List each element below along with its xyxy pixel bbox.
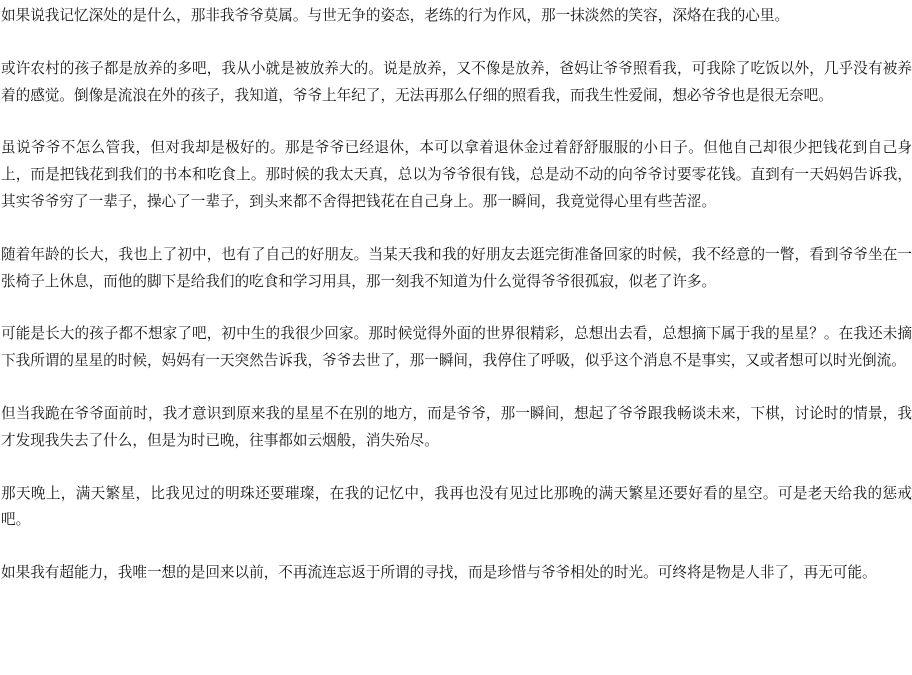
paragraph-6: 但当我跪在爷爷面前时，我才意识到原来我的星星不在别的地方，而是爷爷，那一瞬间，想起了爷爷跟我畅谈未来，下棋，讨论时的情景，我才发现我失去了什么，但是为时已晚，往事都如云烟般，消失殆尽。	[1, 404, 912, 449]
paragraph-8: 如果我有超能力，我唯一想的是回来以前，不再流连忘返于所谓的寻找，而是珍惜与爷爷相处的时光。可终将是物是人非了，再无可能。	[1, 564, 877, 582]
paragraph-5: 可能是长大的孩子都不想家了吧，初中生的我很少回家。那时候觉得外面的世界很精彩，总想出去看，总想摘下属于我的星星？。在我还未摘下我所谓的星星的时候，妈妈有一天突然告诉我，爷爷去世了，那一瞬间，我停住了呼吸，似乎这个消息不是事实，又或者想可以时光倒流。	[1, 325, 912, 370]
paragraph-7: 那天晚上，满天繁星，比我见过的明珠还要璀璨，在我的记忆中，我再也没有见过比那晚的满天繁星还要好看的星空。可是老天给我的惩戒吧。	[1, 484, 912, 529]
paragraph-4: 随着年龄的长大，我也上了初中，也有了自己的好朋友。当某天我和我的好朋友去逛完街准备回家的时候，我不经意的一瞥，看到爷爷坐在一张椅子上休息，而他的脚下是给我们的吃食和学习用具，那一刻我不知道为什么觉得爷爷很孤寂，似老了许多。	[1, 245, 912, 290]
paragraph-3: 虽说爷爷不怎么管我，但对我却是极好的。那是爷爷已经退休，本可以拿着退休金过着舒舒服服的小日子。但他自己却很少把钱花到自己身上，而是把钱花到我们的书本和吃食上。那时候的我太天真，总以为爷爷很有钱，总是动不动的向爷爷讨要零花钱。直到有一天妈妈告诉我，其实爷爷穷了一辈子，操心了一辈子，到头来都不舍得把钱花在自己身上。那一瞬间，我竟觉得心里有些苦涩。	[1, 139, 912, 210]
paragraph-2: 或许农村的孩子都是放养的多吧，我从小就是被放养大的。说是放养，又不像是放养，爸妈让爷爷照看我，可我除了吃饭以外，几乎没有被养着的感觉。倒像是流浪在外的孩子，我知道，爷爷上年纪了，无法再那么仔细的照看我，而我生性爱闹，想必爷爷也是很无奈吧。	[1, 59, 912, 104]
paragraph-1: 如果说我记忆深处的是什么，那非我爷爷莫属。与世无争的姿态，老练的行为作风，那一抹淡然的笑容，深烙在我的心里。	[1, 7, 790, 24]
essay-document	[1, 3, 912, 587]
